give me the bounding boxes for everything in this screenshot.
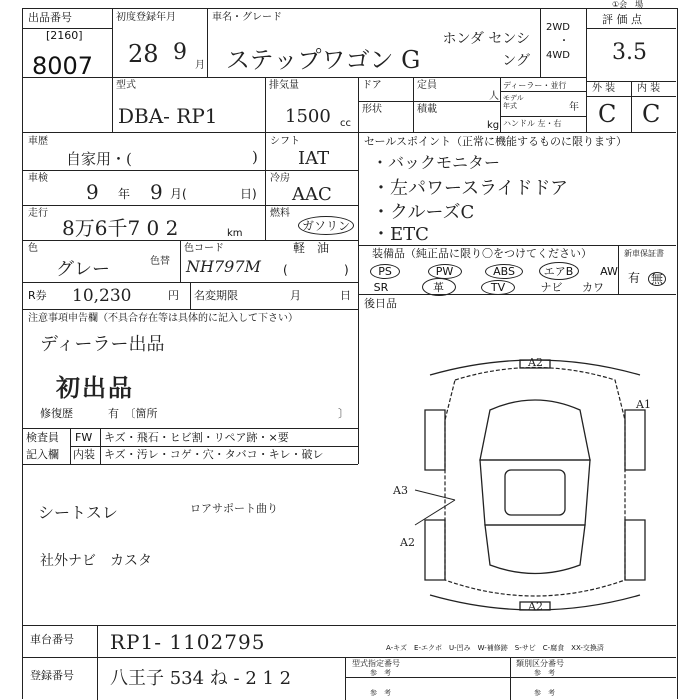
rule (540, 8, 541, 77)
rule (631, 81, 632, 132)
rule (22, 170, 358, 171)
repair-value: 有 〔箇所 (108, 407, 158, 420)
car-damage-diagram (395, 350, 675, 620)
selling-point-2: ・左パワースライドドア (372, 178, 569, 199)
shift-value: IAT (298, 148, 330, 169)
recycle-value: 10,230 (72, 286, 132, 306)
rule (586, 28, 676, 29)
logo-text: ①会 場 (612, 0, 644, 9)
type-cert-label: 型式指定番号 (352, 659, 400, 668)
capacity-label: 定員 (417, 80, 437, 91)
damage-mark-right: A1 (636, 398, 651, 411)
rule (22, 132, 676, 133)
inspector-fw: FW (75, 431, 93, 444)
displacement-label: 排気量 (269, 80, 299, 91)
recycle-label: R券 (28, 289, 47, 302)
equipment-title: 装備品（純正品に限り〇をつけてください） (372, 247, 592, 260)
rule (97, 625, 98, 700)
rule (70, 446, 358, 447)
remark-line-1-right: ロアサポート曲り (190, 502, 278, 515)
category-ref: 参 考 (534, 669, 555, 677)
mileage-unit: km (227, 228, 243, 239)
model-name-label: 車名・グレード (212, 12, 282, 23)
inspection-day-char: 日) (240, 187, 257, 201)
inspector-label-1: 検査員 (26, 431, 59, 444)
drive-4wd: 4WD (546, 50, 570, 61)
rule (207, 8, 208, 77)
name-change-day: 日 (340, 289, 351, 302)
rule (22, 625, 676, 626)
category-label: 類別区分番号 (516, 659, 564, 668)
bottom-ref-1: 参 考 (370, 689, 391, 697)
interior-label: 内 装 (637, 83, 661, 94)
damage-mark-left-upper: A3 (393, 484, 408, 497)
first-reg-label: 初度登録年月 (116, 12, 176, 23)
rule (358, 132, 359, 464)
model-year-label: モデル 年式 (503, 94, 524, 110)
interior-grade: C (642, 100, 661, 128)
ac-value: AAC (292, 184, 332, 205)
score-label: 評 価 点 (602, 13, 642, 26)
rule (510, 657, 511, 700)
rule (190, 282, 191, 309)
year-unit: 年 (569, 102, 579, 113)
rule (500, 77, 501, 132)
reg-label: 登録番号 (30, 669, 74, 682)
equipment-row-2 (370, 278, 608, 296)
fuel-label: 燃料 (270, 208, 290, 219)
equip-ps: PS (370, 264, 400, 279)
rule (265, 77, 266, 132)
mileage-label: 走行 (28, 208, 48, 219)
warranty-none: 無 (648, 272, 666, 286)
fuel-value: ガソリン (298, 216, 354, 235)
exterior-grade: C (598, 100, 617, 128)
inspector-label-2: 記入欄 (26, 448, 59, 461)
selling-point-3: ・クルーズC (372, 202, 475, 223)
rule (500, 91, 586, 92)
first-reg-year: 28 (128, 40, 159, 68)
first-reg-month: 9 (173, 40, 187, 65)
inspector-int: 内装 (73, 448, 95, 461)
remark-line-1: シートスレ (38, 503, 118, 522)
rule (22, 428, 358, 429)
notes-line-1: ディーラー出品 (40, 334, 165, 355)
damage-mark-left-lower: A2 (400, 536, 415, 549)
fuel-alt: 軽 油 (293, 241, 330, 255)
rule (112, 8, 113, 132)
rule (345, 657, 346, 700)
equip-pw: PW (428, 264, 462, 279)
dealer-label: ディーラー・並行 (503, 81, 567, 90)
rule (22, 657, 676, 658)
month-suffix: 月 (195, 60, 205, 71)
selling-point-4: ・ETC (372, 224, 429, 245)
reg-value: 八王子 534 ね - 2 1 2 (110, 668, 292, 689)
chassis-label: 車台番号 (30, 633, 74, 646)
rule (358, 77, 359, 132)
rule (22, 464, 358, 465)
color-value: グレー (56, 259, 110, 280)
type-value: DBA- RP1 (118, 104, 218, 128)
inspection-month-char: 月( (170, 187, 187, 201)
repair-label: 修復歴 (40, 407, 73, 420)
selling-points-title: セールスポイント（正常に機能するものに限ります） (364, 135, 628, 148)
rule (265, 132, 266, 240)
rule (586, 8, 587, 132)
inspection-year-char: 年 (118, 187, 131, 201)
repair-close: 〕 (338, 407, 349, 420)
bottom-ref-2: 参 考 (534, 689, 555, 697)
warranty-label: 新車保証書 (624, 249, 664, 258)
mileage-value: 8万6千7 0 2 (62, 216, 179, 240)
equip-aw: AW (600, 265, 618, 278)
ac-label: 冷房 (270, 173, 290, 184)
rule (180, 240, 181, 282)
lot-bracket: [2160] (46, 29, 83, 42)
type-cert-ref: 参 考 (370, 669, 391, 677)
displacement-value: 1500 (285, 106, 331, 127)
warranty-value: 有 (628, 271, 641, 285)
history-close: ) (252, 148, 258, 166)
equip-sr: SR (373, 281, 389, 294)
equip-airbag: エアB (539, 262, 579, 280)
rule (112, 77, 586, 78)
damage-mark-top: A2 (528, 356, 543, 369)
lot-number: 8007 (32, 52, 94, 80)
equip-kawa: カワ (582, 281, 604, 294)
shape-label: 形状 (362, 104, 382, 115)
drive-2wd: 2WD (546, 22, 570, 33)
equip-tv: TV (481, 280, 515, 295)
equip-abs: ABS (485, 264, 523, 279)
shift-label: シフト (270, 136, 300, 147)
name-change-label: 名変期限 (194, 289, 238, 302)
paren-open: ( (283, 263, 288, 277)
inspection-label: 車検 (28, 173, 48, 184)
rule (22, 205, 358, 206)
after-delivery-label: 後日品 (364, 297, 397, 310)
door-label: ドア (362, 80, 382, 91)
type-label: 型式 (116, 80, 136, 91)
equip-navi: ナビ (540, 281, 563, 294)
score-value: 3.5 (612, 40, 647, 65)
color-swap-label: 色替 (150, 256, 170, 267)
model-name: ステップワゴン G (226, 46, 421, 74)
inspector-fw-items: キズ・飛石・ヒビ割・リペア跡・×要 (104, 431, 289, 444)
rule (22, 309, 358, 310)
history-value: 自家用・( (66, 150, 132, 168)
color-code-label: 色コード (184, 243, 224, 254)
inspection-year: 9 (86, 180, 99, 204)
notes-title: 注意事項申告欄（不具合存在等は具体的に記入して下さい） (28, 313, 298, 324)
name-change-month: 月 (290, 289, 301, 302)
history-label: 車歴 (28, 136, 48, 147)
inspector-int-items: キズ・汚レ・コゲ・穴・タバコ・キレ・破レ (104, 448, 324, 461)
displacement-unit: cc (340, 118, 351, 129)
color-code-value: NH797M (186, 257, 261, 276)
load-label: 積載 (417, 104, 437, 115)
grade-text: ホンダ センシング (442, 31, 530, 69)
damage-legend: A-キズ E-エクボ U-凹み W-補修跡 S-サビ C-腐食 XX-交換済 (386, 644, 604, 652)
rule (413, 77, 414, 132)
remark-line-2: 社外ナビ カスタ (40, 553, 152, 569)
damage-mark-bottom: A2 (528, 600, 543, 613)
selling-point-1: ・バックモニター (372, 153, 501, 172)
recycle-unit: 円 (168, 289, 179, 302)
capacity-unit: 人 (489, 91, 499, 102)
notes-line-2: 初出品 (56, 373, 134, 402)
rule (500, 116, 586, 117)
handle-label: ハンドル 左・右 (503, 119, 562, 128)
load-unit: kg (487, 120, 500, 131)
exterior-label: 外 装 (592, 83, 616, 94)
inspection-month: 9 (150, 180, 163, 204)
color-label: 色 (28, 243, 38, 254)
drive-separator: ・ (559, 36, 569, 47)
rule (358, 101, 500, 102)
paren-close: ) (344, 263, 349, 277)
lot-label: 出品番号 (28, 11, 72, 24)
equip-leather: 革 (422, 278, 456, 296)
chassis-value: RP1- 1102795 (110, 630, 266, 654)
